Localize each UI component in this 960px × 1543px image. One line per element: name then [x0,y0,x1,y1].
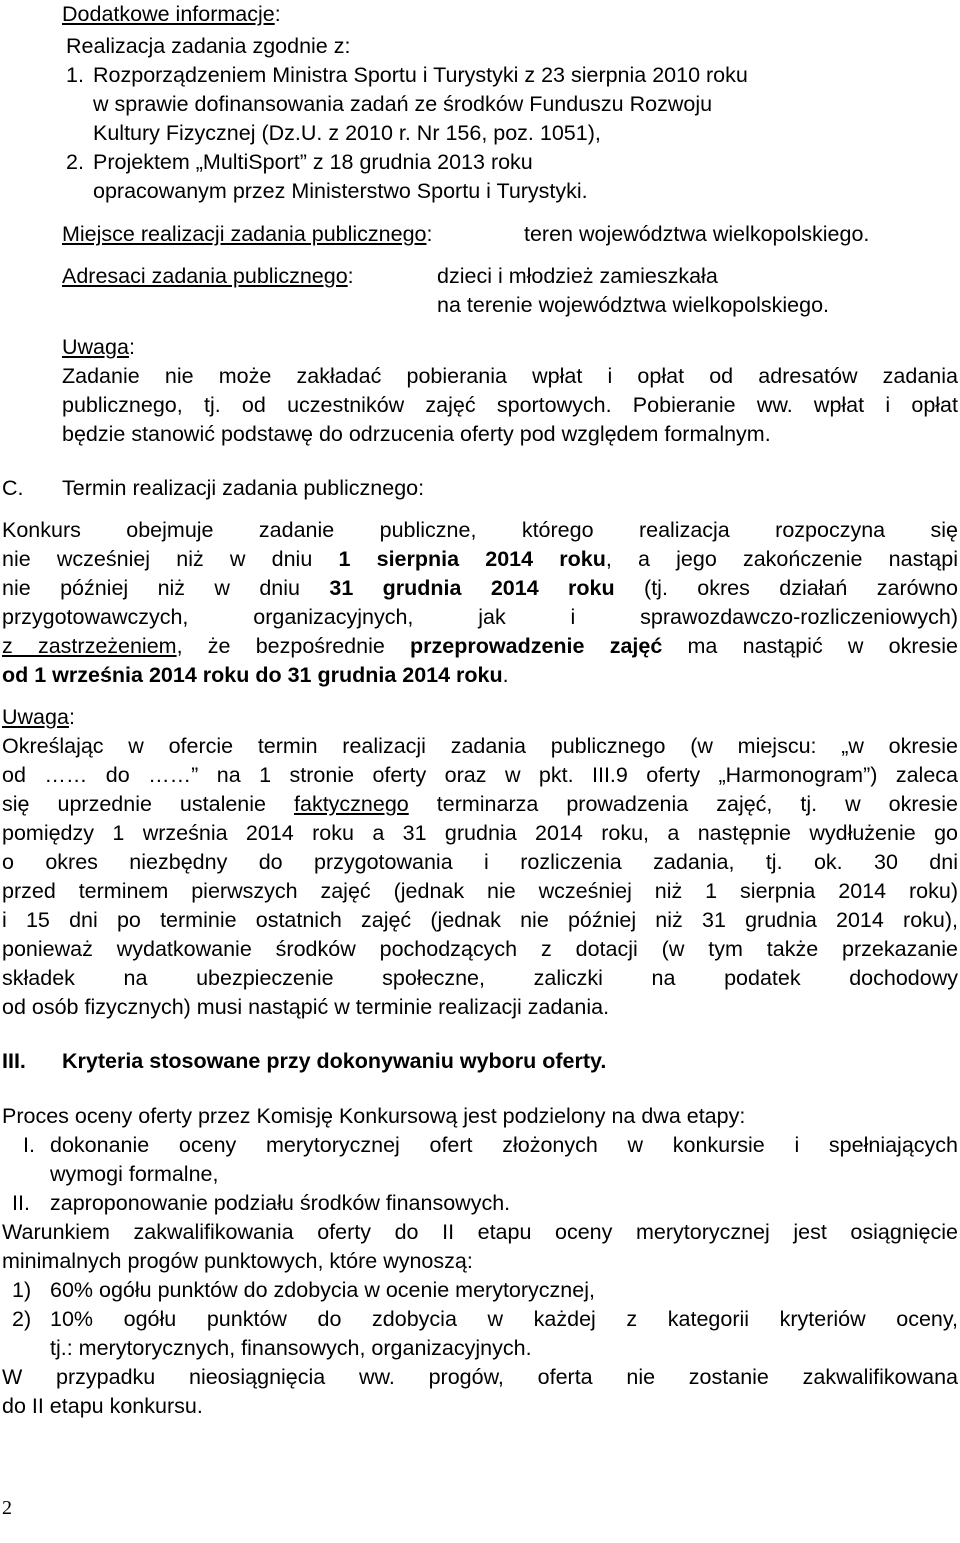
section-c-title: Termin realizacji zadania publicznego: [62,476,425,500]
list-item-line: w sprawie dofinansowania zadań ze środków Funduszu Rozwoju [93,92,713,116]
stage-item: zaproponowanie podziału środków finansowych. [50,1191,511,1215]
section-iii-number: III. [2,1049,26,1073]
threshold-number: 1) [12,1278,32,1302]
list-item-line: Kultury Fizycznej (Dz.U. z 2010 r. Nr 156, poz. 1051), [93,121,601,145]
classes-period: od 1 września 2014 roku do 31 grudnia 2014 roku [2,663,503,687]
section-iii-title: Kryteria stosowane przy dokonywaniu wyboru oferty. [62,1049,607,1073]
failure-paragraph: W przypadku nieosiągnięcia ww. progów, oferta nie zostanie zakwalifikowana do II etapu konkursu. [2,1365,958,1418]
evaluation-intro: Proces oceny oferty przez Komisję Konkursową jest podzielony na dwa etapy: [2,1104,746,1128]
list-item-number: 1. [66,63,84,87]
additional-info-heading: Dodatkowe informacje: [62,2,281,26]
start-date: 1 sierpnia 2014 roku [338,547,606,571]
term-paragraph: Konkurs obejmuje zadanie publiczne, którego realizacja rozpoczyna się nie wcześniej niż w dniu 1 sierpnia 2014 roku, a jego zakończenie nastąpi nie później niż w dniu 31 grudnia 2014 roku (tj. okres działań zarówno przygotowawczych, organizacyjnych, jak i sprawozdawczo-rozliczeniowych) z zastrzeżeniem, że bezpośrednie przeprowadzenie zajęć ma nastąpić w okresie od 1 września 2014 roku do 31 grudnia 2014 roku. [2,518,959,687]
note-paragraph: Zadanie nie może zakładać pobierania wpłat i opłat od adresatów zadania publicznego, tj. od uczestników zajęć sportowych. Pobieranie ww. wpłat i opłat będzie stanowić podstawę do odrzucenia oferty pod względem formalnym. [62,364,958,446]
end-date: 31 grudnia 2014 roku [329,576,615,600]
recipients-value: dzieci i młodzież zamieszkała [437,264,718,288]
location-label: Miejsce realizacji zadania publicznego: [62,222,433,246]
page-number: 2 [2,1497,12,1519]
note-paragraph: Określając w ofercie termin realizacji zadania publicznego (w miejscu: „w okresie od …… do ……” na 1 stronie oferty oraz w pkt. III.9 oferty „Harmonogram”) zaleca się uprzednie ustalenie faktycznego terminarza prowadzenia zajęć, tj. w okresie pomiędzy 1 września 2014 roku a 31 grudnia 2014 roku, a następnie wydłużenie go o okres niezbędny do przygotowania i rozliczenia zadania, tj. ok. 30 dni przed terminem pierwszych zajęć (jednak nie wcześniej niż 1 sierpnia 2014 roku) i 15 dni po terminie ostatnich zajęć (jednak nie później niż 31 grudnia 2014 roku), ponieważ wydatkowanie środków pochodzących z dotacji (w tym także przekazanie składek na ubezpieczenie społeczne, zaliczki na podatek dochodowy od osób fizycznych) musi nastąpić w terminie realizacji zadania. [2,734,958,1019]
stage-number: II. [12,1191,30,1215]
threshold-item: 60% ogółu punktów do zdobycia w ocenie merytorycznej, [50,1278,595,1302]
recipients-label: Adresaci zadania publicznego: [62,264,354,288]
recipients-value: na terenie województwa wielkopolskiego. [437,293,829,317]
threshold-number: 2) [12,1307,32,1331]
section-c-letter: C. [2,476,24,500]
qualification-paragraph: Warunkiem zakwalifikowania oferty do II etapu oceny merytorycznej jest osiągnięcie minimalnych progów punktowych, które wynoszą: [2,1220,958,1273]
list-item-line: Projektem „MultiSport” z 18 grudnia 2013 roku [93,150,533,174]
stage-number: I. [23,1133,35,1157]
note-label: Uwaga: [2,705,75,729]
threshold-item: 10% ogółu punktów do zdobycia w każdej z kategorii kryteriów oceny, tj.: merytorycznych, finansowych, organizacyjnych. [50,1307,958,1360]
list-item-line: opracowanym przez Ministerstwo Sportu i Turystyki. [93,179,588,203]
location-value: teren województwa wielkopolskiego. [524,222,870,246]
additional-info-intro: Realizacja zadania zgodnie z: [66,34,351,58]
list-item-number: 2. [66,150,84,174]
list-item-line: Rozporządzeniem Ministra Sportu i Turystyki z 23 sierpnia 2010 roku [93,63,748,87]
stage-item: dokonanie oceny merytorycznej ofert złożonych w konkursie i spełniających wymogi formalne, [50,1133,958,1186]
note-label: Uwaga: [62,335,135,359]
